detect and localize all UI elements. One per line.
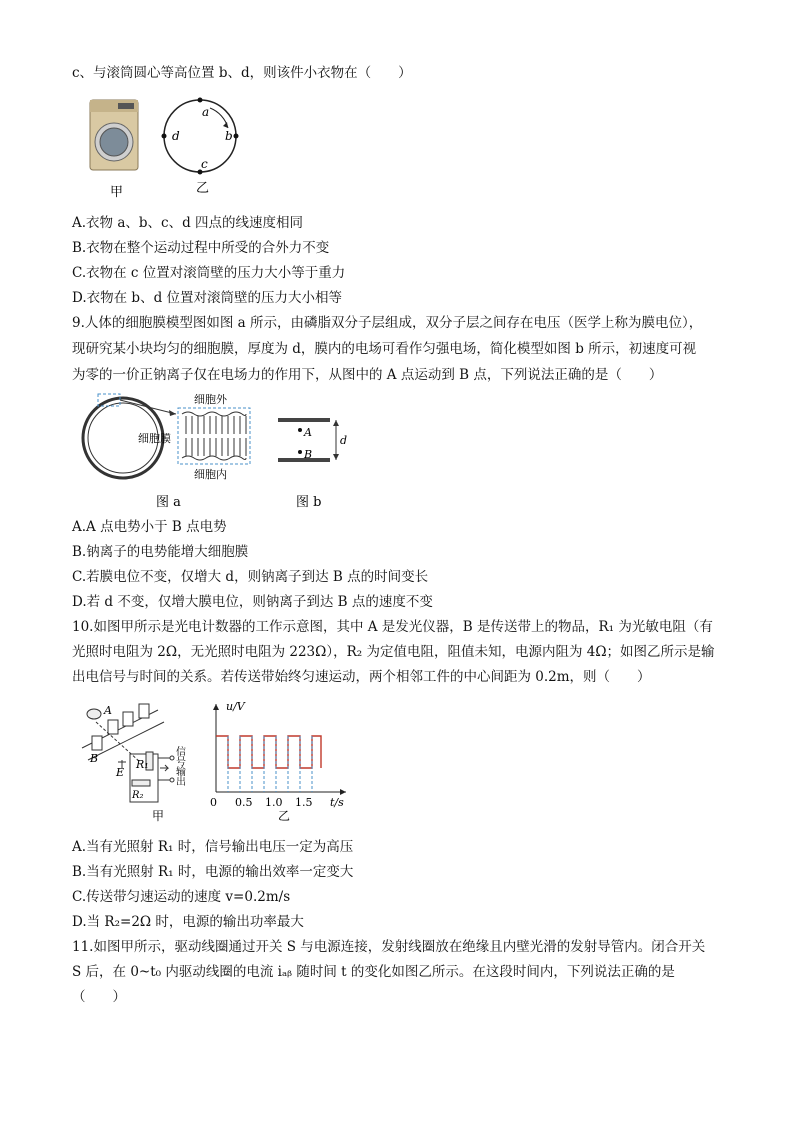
outside-label: 细胞外 [194,393,227,406]
signal-output-label: 信号输出 [173,746,185,786]
inside-label: 细胞内 [194,468,227,481]
q10-stem-line-3: 出电信号与时间的关系。若传送带始终匀速运动，两个相邻工件的中心间距为 0.2m，则（ ） [72,669,651,685]
label-E: E [116,766,125,779]
q11-stem-line-3: （ ） [72,989,126,1005]
label-R1: R₁ [136,758,149,771]
washing-machine-image [90,100,138,170]
x-axis-arrow [340,789,346,795]
tick-1.0: 1.0 [265,796,283,809]
point-b [234,134,239,139]
fig-b-label: 图 b [296,495,322,510]
label-b: b [225,129,233,143]
q10-stem-line-2: 光照时电阻为 2Ω，无光照时电阻为 223Ω），R₂ 为定值电阻，阻值未知，电源内阻为 4Ω；如图乙所示是输 [72,644,715,660]
q8-option-d: D.衣物在 b、d 位置对滚筒壁的压力大小相等 [72,290,342,306]
q10-option-d: D.当 R₂=2Ω 时，电源的输出功率最大 [72,914,304,930]
fig-jia-label: 甲 [110,185,124,200]
point-A [298,428,302,432]
label-A: A [304,426,312,439]
q9-stem-line-1: 9.人体的细胞膜模型图如图 a 所示，由磷脂双分子层组成，双分子层之间存在电压（医学上称为膜电位）， [72,315,703,331]
label-d-thickness: d [340,434,348,447]
phospholipid-layer [182,412,246,460]
q8-option-c: C.衣物在 c 位置对滚筒壁的压力大小等于重力 [72,265,346,281]
q9-stem-line-3: 为零的一价正钠离子仅在电场力的作用下，从图中的 A 点运动到 B 点，下列说法正确的是（ ） [72,367,663,383]
q8-option-a: A.衣物 a、b、c、d 四点的线速度相同 [72,215,304,231]
label-B-item: B [90,752,99,765]
tick-1.5: 1.5 [295,796,313,809]
label-d: d [172,129,180,143]
q10-figure [78,696,358,828]
q9-option-a: A.A 点电势小于 B 点电势 [72,519,227,535]
label-A-emitter: A [104,704,112,717]
y-axis-label: u/V [226,700,245,713]
q10-option-b: B.当有光照射 R₁ 时，电源的输出效率一定变大 [72,864,354,880]
q9-stem-line-2: 现研究某小块均匀的细胞膜，厚度为 d，膜内的电场可看作匀强电场，简化模型如图 b 所示，初速度可视 [72,341,697,357]
q10-option-c: C.传送带匀速运动的速度 v=0.2m/s [72,889,291,905]
fig-yi-label: 乙 [196,181,210,196]
q9-option-b: B.钠离子的电势能增大细胞膜 [72,544,249,560]
q11-stem-line-1: 11.如图甲所示，驱动线圈通过开关 S 与电源连接，发射线圈放在绝缘且内壁光滑的发射导管内。闭合开关 [72,939,706,955]
q10-stem-line-1: 10.如图甲所示是光电计数器的工作示意图，其中 A 是发光仪器，B 是传送带上的物品，R₁ 为光敏电阻（有 [72,619,713,635]
tick-0: 0 [210,796,217,809]
label-R2: R₂ [132,790,144,801]
point-B [298,450,302,454]
point-d [162,134,167,139]
fig-jia-label-q10: 甲 [152,809,165,823]
q8-stem-tail: c、与滚筒圆心等高位置 b、d，则该件小衣物在（ ） [72,65,412,81]
signal-chart [213,704,346,795]
point-a [198,98,203,103]
fig-a-label: 图 a [156,495,181,510]
q9-option-d: D.若 d 不变，仅增大膜电位，则钠离子到达 B 点的速度不变 [72,594,433,610]
tick-0.5: 0.5 [235,796,253,809]
label-c: c [201,157,208,171]
q9-figure [78,390,368,515]
q8-figure [88,92,248,204]
q8-option-b: B.衣物在整个运动过程中所受的合外力不变 [72,240,330,256]
label-B: B [304,448,313,461]
q10-option-a: A.当有光照射 R₁ 时，信号输出电压一定为高压 [72,839,354,855]
plate-top [278,418,330,422]
x-axis-label: t/s [330,796,344,809]
y-axis-arrow [213,704,219,710]
signal-waveform [216,736,321,768]
label-a: a [202,105,210,119]
membrane-label: 细胞膜 [138,432,171,445]
q11-stem-line-2: S 后，在 0~t₀ 内驱动线圈的电流 iₐᵦ 随时间 t 的变化如图乙所示。在这段时间内，下列说法正确的是 [72,964,675,980]
q9-option-c: C.若膜电位不变，仅增大 d，则钠离子到达 B 点的时间变长 [72,569,429,585]
fig-yi-label-q10: 乙 [278,809,291,823]
